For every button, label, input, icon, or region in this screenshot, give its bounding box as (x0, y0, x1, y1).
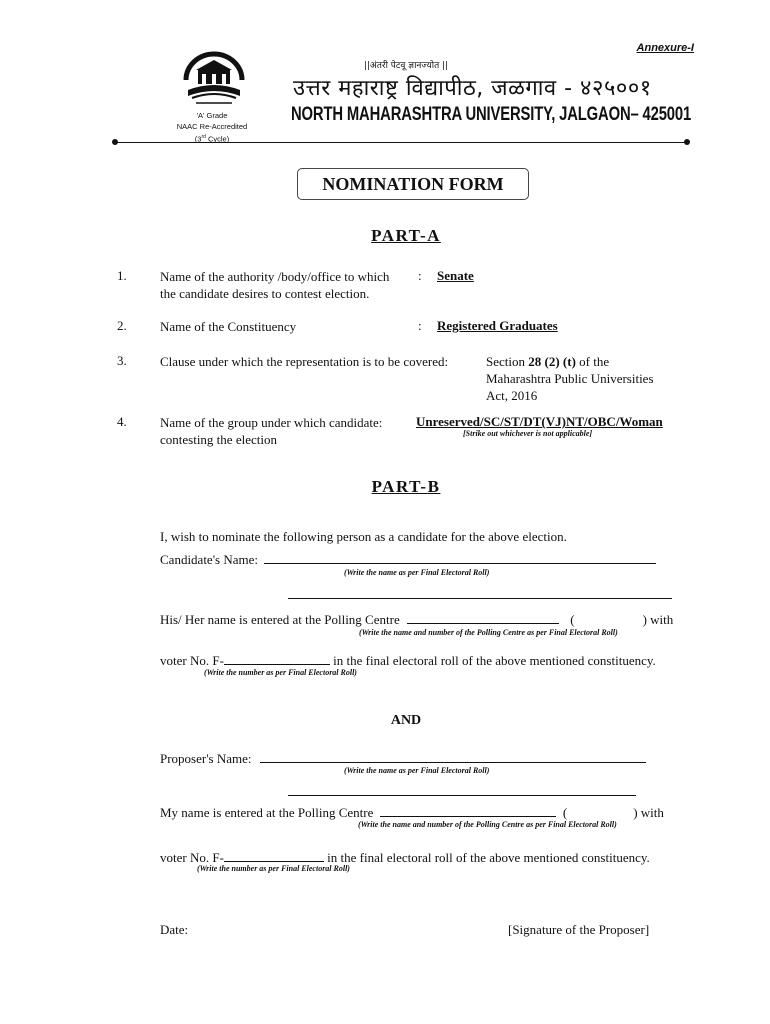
nomination-intro: I, wish to nominate the following person as a candidate for the above election. (160, 529, 567, 544)
voter-number-row (160, 653, 656, 669)
grade-text: 'A' Grade (196, 111, 228, 120)
university-name-marathi: उत्तर महाराष्ट्र विद्यापीठ, जळगाव - ४२५००१ (293, 76, 652, 101)
item-number: 4. (117, 414, 127, 429)
voter-number-suffix: in the final electoral roll of the above mentioned constituency. (329, 653, 656, 668)
candidate-name-row (160, 552, 656, 568)
item-2-value: Registered Graduates (437, 318, 558, 333)
header-divider (115, 142, 687, 143)
candidate-name-blank-2[interactable] (288, 588, 672, 599)
annexure-label: Annexure-I (636, 42, 694, 54)
accreditation-note (168, 111, 256, 145)
voter-number-note-2: (Write the number as per Final Electoral Roll) (197, 864, 350, 873)
date-label: Date: (160, 922, 189, 937)
voter-number-note: (Write the number as per Final Electoral Roll) (204, 668, 357, 677)
voter-number-blank[interactable] (224, 654, 330, 665)
voter-number-suffix: in the final electoral roll of the above mentioned constituency. (323, 850, 650, 865)
naac-text: NAAC Re-Accredited (176, 121, 248, 131)
item-4-note: [Strike out whichever is not applicable] (463, 429, 593, 438)
university-motto: ||अंतरी पेटवू ज्ञानज्योत || (363, 61, 449, 71)
item-4-value: Unreserved/SC/ST/DT(VJ)NT/OBC/Woman (416, 414, 663, 429)
part-b-heading: PART-B (371, 477, 441, 496)
candidate-name-line2 (288, 587, 672, 603)
voter-number-label: voter No. F- (160, 653, 224, 668)
item-number: 2. (117, 318, 127, 333)
proposer-name-blank-2[interactable] (288, 785, 636, 796)
item-1-label: Name of the authority /body/office to which the candidate desires to contest election. (160, 269, 390, 301)
item-3-value: Section 28 (2) (t) of the Maharashtra Public Universities Act, 2016 (486, 354, 654, 403)
my-polling-centre-note: (Write the name and number of the Polling Centre as per Final Electoral Roll) (358, 820, 617, 829)
university-name-english: NORTH MAHARASHTRA UNIVERSITY, JALGAON– 425001 (291, 104, 692, 125)
item-1-colon: : (418, 268, 422, 283)
item-4-label: Name of the group under which candidate: contesting the election (160, 415, 383, 447)
divider-dot-left (112, 139, 118, 145)
my-polling-centre-label: My name is entered at the Polling Centre (160, 805, 374, 820)
university-logo (180, 50, 248, 110)
part-a-heading: PART-A (371, 226, 441, 245)
candidate-name-label: Candidate's Name: (160, 552, 259, 567)
polling-centre-note: (Write the name and number of the Polling Centre as per Final Electoral Roll) (359, 628, 618, 637)
polling-centre-blank[interactable] (407, 613, 559, 624)
signature-label: [Signature of the Proposer] (508, 922, 650, 937)
item-2-colon: : (418, 318, 422, 333)
item-3-label: Clause under which the representation is to be covered: (160, 354, 449, 369)
item-1-value: Senate (437, 268, 474, 283)
proposer-name-label: Proposer's Name: (160, 751, 252, 766)
voter-number-blank-2[interactable] (224, 851, 324, 862)
polling-centre-label: His/ Her name is entered at the Polling Centre (160, 612, 400, 627)
proposer-name-blank[interactable] (260, 752, 646, 763)
my-polling-centre-blank[interactable] (380, 806, 556, 817)
candidate-name-blank[interactable] (264, 553, 656, 564)
proposer-name-row (160, 751, 646, 767)
item-number: 3. (117, 353, 127, 368)
item-2-label: Name of the Constituency (160, 319, 297, 334)
proposer-name-line2 (288, 784, 636, 800)
form-title: NOMINATION FORM (297, 168, 529, 200)
voter-number-label: voter No. F- (160, 850, 224, 865)
my-polling-centre-row: My name is entered at the Polling Centre ( ) with (160, 805, 664, 820)
proposer-name-note: (Write the name as per Final Electoral Roll) (344, 766, 490, 775)
and-separator: AND (390, 713, 422, 728)
item-number: 1. (117, 268, 127, 283)
divider-dot-right (684, 139, 690, 145)
cycle-text: (3rd Cycle) (194, 134, 230, 144)
candidate-name-note: (Write the name as per Final Electoral Roll) (344, 568, 490, 577)
polling-centre-row: His/ Her name is entered at the Polling Centre ( ) with (160, 612, 674, 627)
